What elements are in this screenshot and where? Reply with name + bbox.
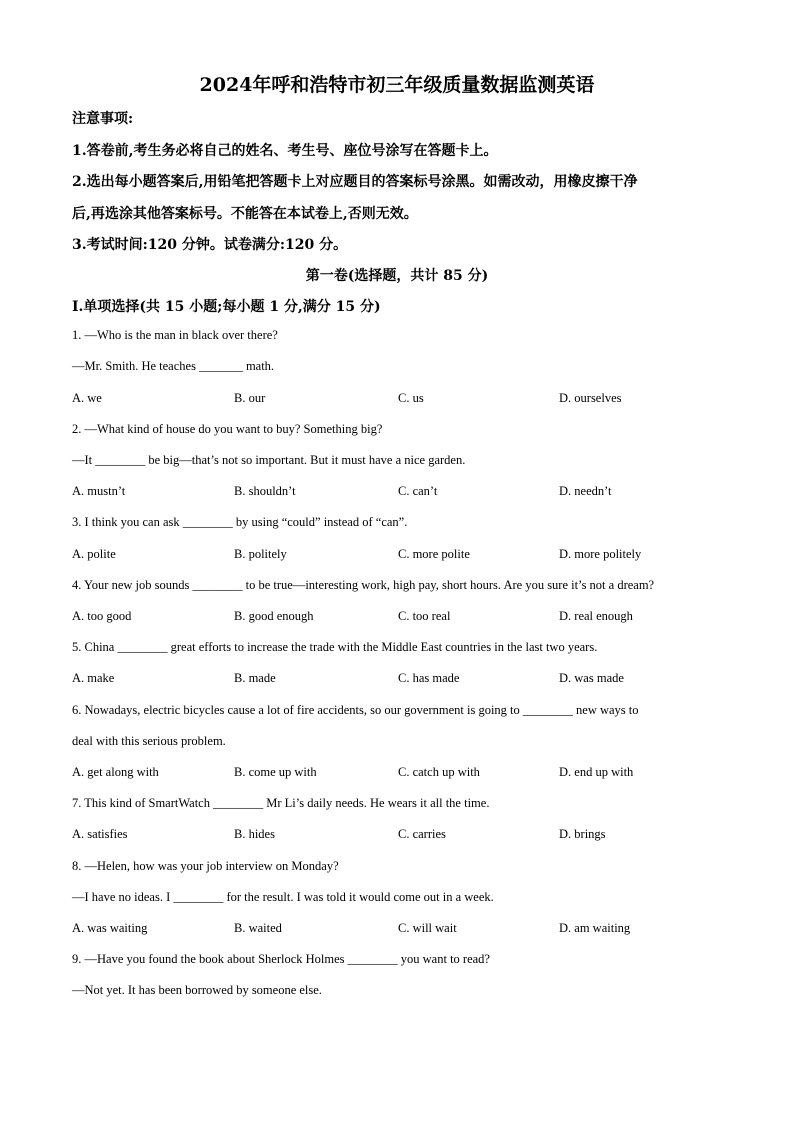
option-d: D. more politely — [559, 547, 642, 561]
question-2-response: —It ________ be big—that’s not so important. But it must have a nice garden. — [72, 453, 466, 467]
question-6-stem-continued: deal with this serious problem. — [72, 734, 226, 748]
question-5-options — [72, 671, 732, 689]
option-d: D. real enough — [559, 609, 633, 623]
option-b: B. shouldn’t — [234, 484, 296, 498]
note-item-3: 3.考试时间:120 分钟。试卷满分:120 分。 — [72, 237, 348, 253]
option-a: A. was waiting — [72, 921, 148, 935]
question-6-stem: 6. Nowadays, electric bicycles cause a lot of fire accidents, so our government is going to ________ new ways to — [72, 703, 639, 717]
option-c: C. can’t — [398, 484, 438, 498]
option-a: A. mustn’t — [72, 484, 126, 498]
question-8-options — [72, 921, 732, 939]
option-d: D. needn’t — [559, 484, 612, 498]
note-item-2-line-2: 后,再选涂其他答案标号。不能答在本试卷上,否则无效。 — [72, 206, 418, 222]
option-d: D. ourselves — [559, 391, 622, 405]
option-a: A. too good — [72, 609, 132, 623]
question-9-stem: 9. —Have you found the book about Sherlock Holmes ________ you want to read? — [72, 952, 490, 966]
question-1-stem: 1. —Who is the man in black over there? — [72, 328, 278, 342]
question-4-options — [72, 609, 732, 627]
option-c: C. carries — [398, 827, 446, 841]
option-d: D. end up with — [559, 765, 634, 779]
option-b: B. made — [234, 671, 276, 685]
option-a: A. make — [72, 671, 115, 685]
option-c: C. has made — [398, 671, 460, 685]
note-item-1: 1.答卷前,考生务必将自己的姓名、考生号、座位号涂写在答题卡上。 — [72, 143, 498, 159]
question-1-response: —Mr. Smith. He teaches _______ math. — [72, 359, 275, 373]
question-7-stem: 7. This kind of SmartWatch ________ Mr Li’s daily needs. He wears it all the time. — [72, 796, 490, 810]
option-b: B. waited — [234, 921, 282, 935]
question-4-stem: 4. Your new job sounds ________ to be true—interesting work, high pay, short hours. Are you sure it’s not a dream? — [72, 578, 655, 592]
option-d: D. brings — [559, 827, 606, 841]
option-b: B. come up with — [234, 765, 317, 779]
option-c: C. will wait — [398, 921, 457, 935]
option-b: B. hides — [234, 827, 275, 841]
option-c: C. more polite — [398, 547, 470, 561]
question-9-response: —Not yet. It has been borrowed by someone else. — [72, 983, 322, 997]
option-c: C. catch up with — [398, 765, 480, 779]
option-c: C. us — [398, 391, 424, 405]
question-2-stem: 2. —What kind of house do you want to buy? Something big? — [72, 422, 383, 436]
option-a: A. get along with — [72, 765, 159, 779]
option-b: B. our — [234, 391, 266, 405]
section-title: 第一卷(选择题，共计 85 分) — [305, 268, 489, 284]
option-a: A. satisfies — [72, 827, 128, 841]
option-b: B. politely — [234, 547, 287, 561]
question-6-options — [72, 765, 732, 783]
option-d: D. am waiting — [559, 921, 631, 935]
question-1-options — [72, 391, 732, 409]
question-5-stem: 5. China ________ great efforts to increase the trade with the Middle East countries in the last two years. — [72, 640, 598, 654]
option-a: A. polite — [72, 547, 116, 561]
question-2-options — [72, 484, 732, 502]
question-3-options — [72, 547, 732, 565]
question-3-stem: 3. I think you can ask ________ by using “could” instead of “can”. — [72, 515, 408, 529]
notes-heading: 注意事项: — [72, 111, 134, 127]
option-c: C. too real — [398, 609, 451, 623]
question-8-response: —I have no ideas. I ________ for the result. I was told it would come out in a week. — [72, 890, 494, 904]
part-title: Ⅰ.单项选择(共 15 小题;每小题 1 分,满分 15 分) — [72, 299, 381, 315]
option-b: B. good enough — [234, 609, 314, 623]
question-7-options — [72, 827, 732, 845]
note-item-2-line-1: 2.选出每小题答案后,用铅笔把答题卡上对应题目的答案标号涂黑。如需改动，用橡皮擦干净 — [72, 174, 638, 190]
question-8-stem: 8. —Helen, how was your job interview on Monday? — [72, 859, 339, 873]
option-a: A. we — [72, 391, 102, 405]
exam-title: 2024年呼和浩特市初三年级质量数据监测英语 — [199, 74, 595, 96]
option-d: D. was made — [559, 671, 624, 685]
